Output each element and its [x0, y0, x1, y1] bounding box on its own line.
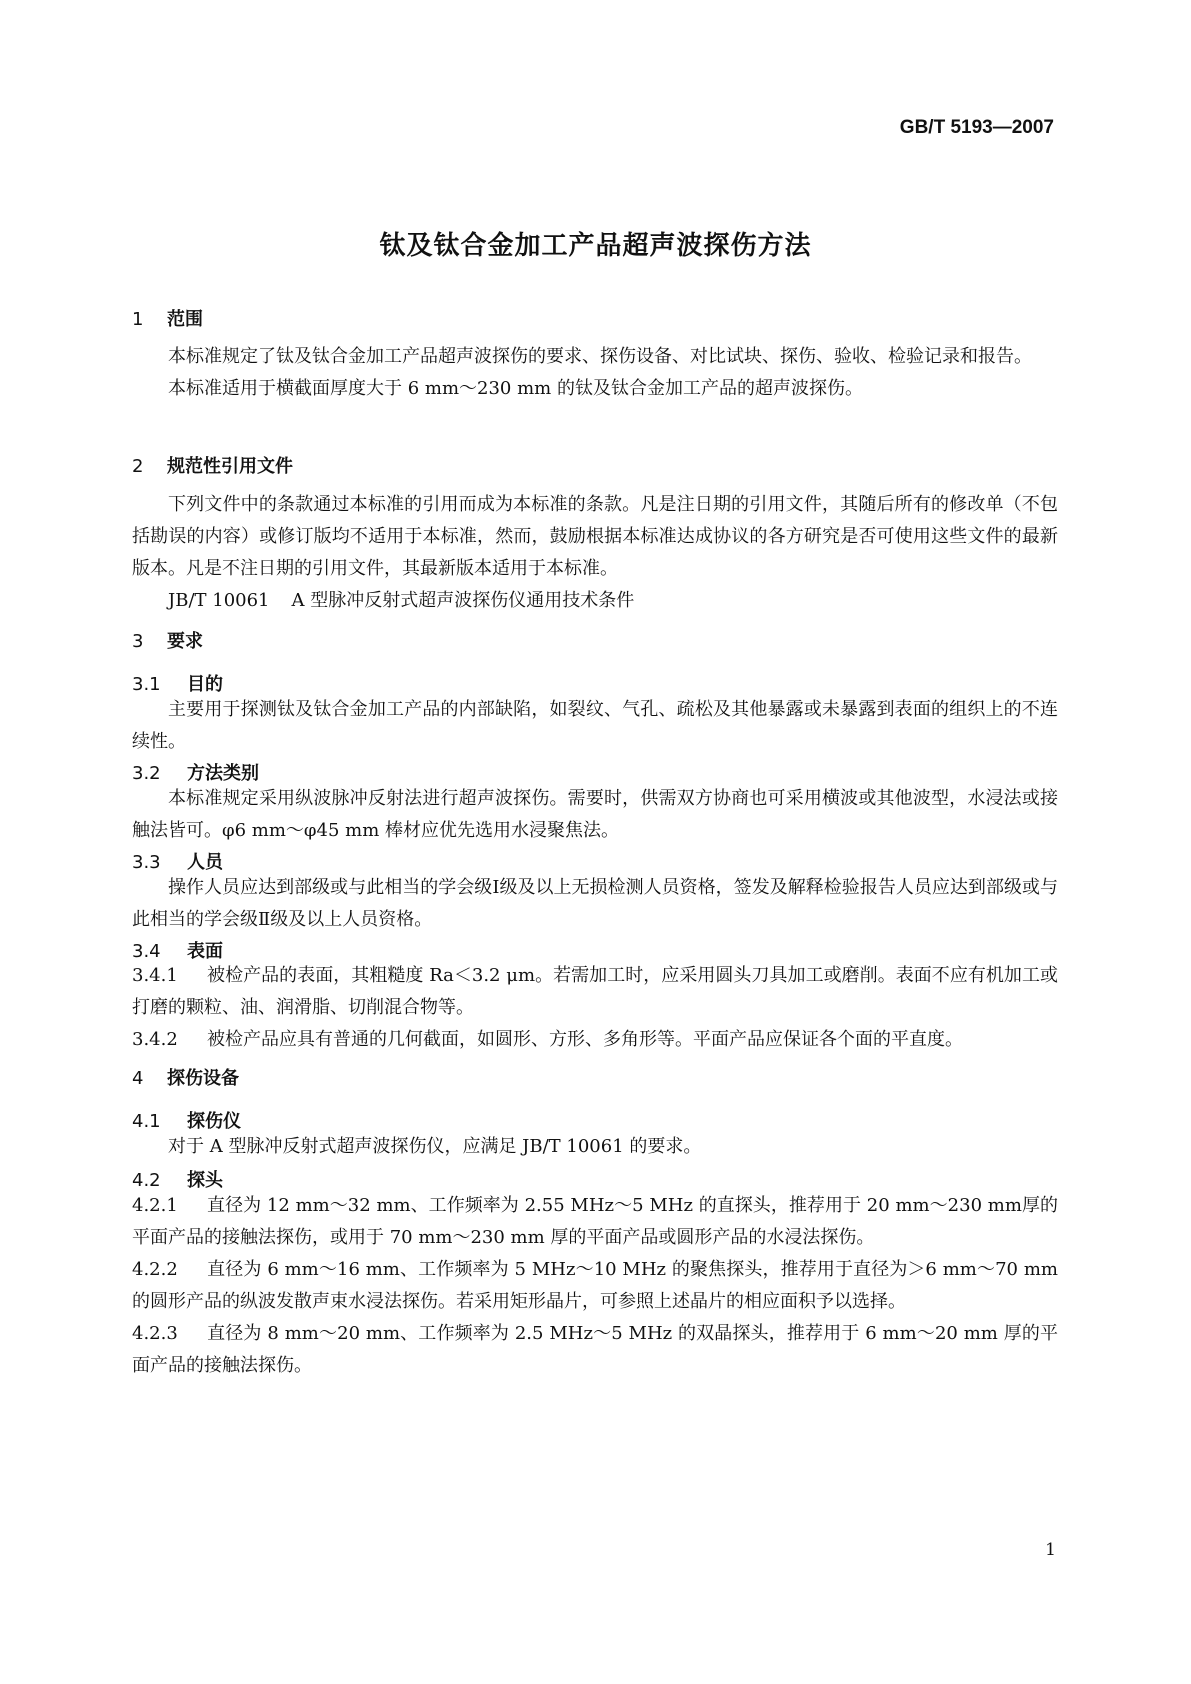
subsection-3-2-heading: [132, 759, 259, 785]
subsection-number: 4.1: [132, 1111, 161, 1132]
clause-4-2-1: [132, 1190, 1058, 1254]
clause-number: 4.2.2: [132, 1259, 178, 1280]
subsection-title: 探头: [187, 1170, 223, 1191]
clause-number: 3.4.1: [132, 965, 178, 986]
subsection-title: 目的: [187, 674, 223, 695]
section-1-heading: [132, 305, 203, 331]
section-2-heading: [132, 452, 293, 478]
paragraph: 主要用于探测钛及钛合金加工产品的内部缺陷，如裂纹、气孔、疏松及其他暴露或未暴露到表面的组织上的不连续性。: [132, 699, 1058, 752]
subsection-4-1-body: [132, 1131, 1058, 1163]
clause-text: 直径为 12 mm～32 mm、工作频率为 2.55 MHz～5 MHz 的直探头，推荐用于 20 mm～230 mm厚的平面产品的接触法探伤，或用于 70 mm～230 mm 厚的平面产品或圆形产品的水浸法探伤。: [132, 1195, 1058, 1248]
subsection-3-1-heading: [132, 670, 223, 696]
clause-text: 直径为 8 mm～20 mm、工作频率为 2.5 MHz～5 MHz 的双晶探头，推荐用于 6 mm～20 mm 厚的平面产品的接触法探伤。: [132, 1323, 1058, 1376]
paragraph: 本标准规定采用纵波脉冲反射法进行超声波探伤。需要时，供需双方协商也可采用横波或其他波型，水浸法或接触法皆可。φ6 mm～φ45 mm 棒材应优先选用水浸聚焦法。: [132, 788, 1058, 841]
paragraph: 下列文件中的条款通过本标准的引用而成为本标准的条款。凡是注日期的引用文件，其随后所有的修改单（不包括勘误的内容）或修订版均不适用于本标准，然而，鼓励根据本标准达成协议的各方研究是否可使用这些文件的最新版本。凡是不注日期的引用文件，其最新版本适用于本标准。: [132, 494, 1058, 579]
page-number: 1: [1045, 1540, 1056, 1560]
paragraph: 操作人员应达到部级或与此相当的学会级Ⅰ级及以上无损检测人员资格，签发及解释检验报告人员应达到部级或与此相当的学会级Ⅱ级及以上人员资格。: [132, 877, 1058, 930]
paragraph: 本标准规定了钛及钛合金加工产品超声波探伤的要求、探伤设备、对比试块、探伤、验收、检验记录和报告。: [168, 346, 1032, 367]
subsection-4-2-body: [132, 1190, 1058, 1382]
subsection-4-1-heading: [132, 1107, 241, 1133]
paragraph: 对于 A 型脉冲反射式超声波探伤仪，应满足 JB/T 10061 的要求。: [168, 1136, 702, 1157]
section-title: 规范性引用文件: [167, 456, 293, 477]
subsection-3-3-body: [132, 872, 1058, 936]
section-1-body: [132, 341, 1058, 405]
section-number: 3: [132, 631, 144, 652]
clause-text: 被检产品的表面，其粗糙度 Ra＜3.2 μm。若需加工时，应采用圆头刀具加工或磨削。表面不应有机加工或打磨的颗粒、油、润滑脂、切削混合物等。: [132, 965, 1058, 1018]
reference-entry: [132, 585, 1058, 617]
clause-text: 被检产品应具有普通的几何截面，如圆形、方形、多角形等。平面产品应保证各个面的平直度。: [207, 1029, 963, 1050]
reference-code: JB/T 10061: [168, 590, 270, 611]
standard-code: GB/T 5193—2007: [899, 117, 1054, 138]
clause-4-2-2: [132, 1254, 1058, 1318]
section-title: 范围: [167, 309, 203, 330]
clause-3-4-1: [132, 960, 1058, 1024]
clause-number: 3.4.2: [132, 1029, 178, 1050]
clause-4-2-3: [132, 1318, 1058, 1382]
reference-title: A 型脉冲反射式超声波探伤仪通用技术条件: [291, 590, 635, 611]
subsection-number: 3.3: [132, 852, 161, 873]
section-3-heading: [132, 627, 203, 653]
subsection-4-2-heading: [132, 1166, 223, 1192]
subsection-number: 4.2: [132, 1170, 161, 1191]
subsection-title: 人员: [187, 852, 223, 873]
subsection-3-4-body: [132, 960, 1058, 1056]
subsection-number: 3.1: [132, 674, 161, 695]
clause-number: 4.2.1: [132, 1195, 178, 1216]
clause-3-4-2: [132, 1024, 1058, 1056]
section-title: 探伤设备: [167, 1068, 239, 1089]
section-title: 要求: [167, 631, 203, 652]
subsection-number: 3.2: [132, 763, 161, 784]
subsection-title: 探伤仪: [187, 1111, 241, 1132]
subsection-number: 3.4: [132, 941, 161, 962]
section-4-heading: [132, 1064, 239, 1090]
section-number: 4: [132, 1068, 144, 1089]
clause-number: 4.2.3: [132, 1323, 178, 1344]
document-title: 钛及钛合金加工产品超声波探伤方法: [379, 231, 812, 261]
subsection-3-1-body: [132, 694, 1058, 758]
clause-text: 直径为 6 mm～16 mm、工作频率为 5 MHz～10 MHz 的聚焦探头，推荐用于直径为＞6 mm～70 mm 的圆形产品的纵波发散声束水浸法探伤。若采用矩形晶片，可参照上述晶片的相应面积予以选择。: [132, 1259, 1058, 1312]
subsection-title: 方法类别: [187, 763, 259, 784]
section-number: 1: [132, 309, 144, 330]
paragraph: 本标准适用于横截面厚度大于 6 mm～230 mm 的钛及钛合金加工产品的超声波探伤。: [168, 378, 863, 399]
section-number: 2: [132, 456, 144, 477]
section-2-body: [132, 489, 1058, 617]
subsection-3-3-heading: [132, 848, 223, 874]
subsection-title: 表面: [187, 941, 223, 962]
subsection-3-2-body: [132, 783, 1058, 847]
